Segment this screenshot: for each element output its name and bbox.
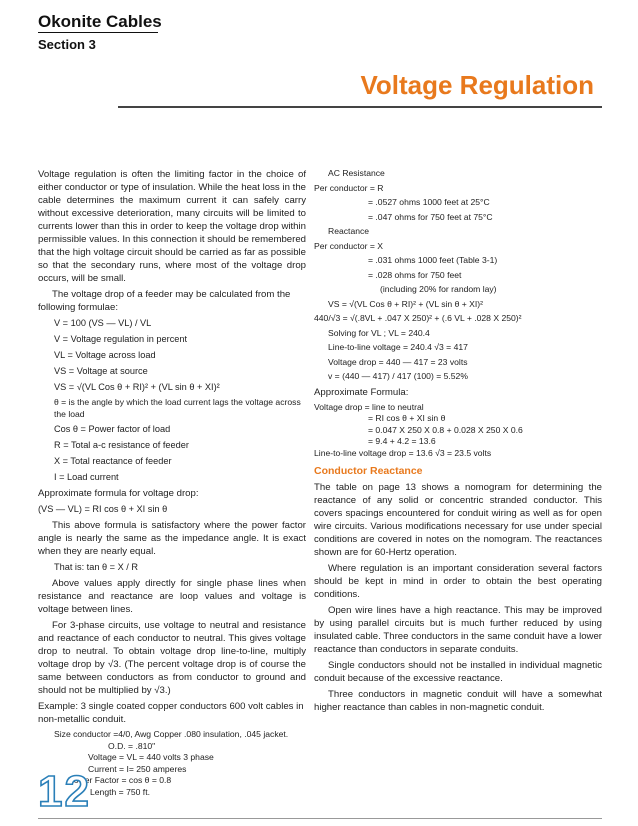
def-i: I = Load current — [54, 472, 119, 482]
resistance-value-1: = .0527 ohms 1000 feet at 25°C — [368, 197, 490, 207]
ac-resistance-label: AC Resistance — [328, 168, 385, 178]
brand-underline — [38, 32, 158, 33]
substituted-formula: 440/√3 = √(.8VL + .047 X 250)² + (.6 VL + .028 X 250)² — [314, 313, 522, 323]
def-v: V = Voltage regulation in percent — [54, 334, 188, 344]
section-label: Section 3 — [38, 37, 96, 52]
approx-formula-heading: Approximate Formula: — [314, 386, 409, 398]
voltage-drop-step: Voltage drop = 440 — 417 = 23 volts — [328, 356, 468, 367]
conductor-reactance-heading: Conductor Reactance — [314, 465, 423, 477]
reactance-paragraph-1: The table on page 13 shows a nomogram for determining the reactance of any solid or concentric stranded conductor. This covers spacings encountered for conduit wiring as well as for open wire circuits. Various modifications necessary for use under special conditions are covered in notes on the nomogram. The reactances shown are for 60-Hertz operation. — [314, 482, 602, 558]
page-number: 12 — [38, 767, 91, 816]
def-cos: Cos θ = Power factor of load — [54, 424, 171, 434]
percent-step: v = (440 — 417) / 417 (100) = 5.52% — [328, 371, 468, 381]
def-x: X = Total reactance of feeder — [54, 456, 172, 466]
def-vl: VL = Voltage across load — [54, 350, 156, 360]
intro-paragraph: Voltage regulation is often the limiting factor in the choice of either conductor or type of insulation. While the heat loss in the cable determines the maximum current it can safely carry without excessive deterioration, many circuits will be limited to currents lower than this in order to keep the voltage drop within permissible values. In this connection it should be remembered that the high voltage circuit should be carried as far as possible so that the secondary runs, where most of the voltage drop occurs, will be small. — [38, 169, 306, 284]
example-line: Current = I= 250 amperes — [88, 763, 187, 774]
right-column — [314, 168, 602, 717]
example-line: Power Factor = cos θ = 0.8 — [68, 775, 172, 785]
example-intro: Example: 3 single coated copper conductors 600 volt cables in non-metallic conduit. — [38, 701, 304, 725]
reactance-paragraph-4: Single conductors should not be installed in individual magnetic conduit because of the excessive reactance. — [314, 660, 602, 684]
approx-line: Voltage drop = line to neutral — [314, 401, 424, 412]
solving-step: Solving for VL ; VL = 240.4 — [328, 327, 430, 338]
reactance-note: (including 20% for random lay) — [380, 284, 497, 294]
vs-formula: VS = √(VL Cos θ + RI)² + (VL sin θ + XI)² — [328, 298, 484, 309]
title-divider — [118, 106, 602, 108]
reactance-value-1: = .031 ohms 1000 feet (Table 3-1) — [368, 255, 498, 265]
tan-formula: That is: tan θ = X / R — [54, 562, 139, 572]
three-phase-paragraph: For 3-phase circuits, use voltage to neutral and resistance and reactance of each conductor to neutral. This gives voltage drop to neutral. To obtain voltage drop line-to-line, multiply voltage drop by √3. (The percent voltage drop is of course the same between conductors as from conductor to ground and should not be multiplied by √3.) — [38, 620, 306, 696]
satisfactory-paragraph: This above formula is satisfactory where the power factor angle is nearly the same as the impedance angle. It is exact when they are nearly equal. — [38, 520, 306, 557]
line-to-line-step: Line-to-line voltage = 240.4 √3 = 417 — [328, 342, 468, 352]
brand-name: Okonite Cables — [38, 12, 162, 31]
reactance-paragraph-5: Three conductors in magnetic conduit will have a somewhat higher reactance than cables in non-magnetic conduit. — [314, 689, 602, 713]
approx-formula: (VS — VL) = RI cos θ + XI sin θ — [38, 504, 168, 514]
formula-vs: VS = √(VL Cos θ + RI)² + (VL sin θ + XI)² — [54, 382, 220, 392]
formula-v: V = 100 (VS — VL) / VL — [54, 318, 152, 328]
example-line: Voltage = VL = 440 volts 3 phase — [88, 752, 214, 762]
per-conductor-x: Per conductor = X — [314, 240, 384, 251]
reactance-paragraph-2: Where regulation is an important consideration several factors should be kept in mind in order to obtain the best operating conditions. — [314, 563, 602, 600]
per-conductor-r: Per conductor = R — [314, 182, 384, 193]
example-line: O.D. = .810" — [108, 740, 156, 751]
approx-line: = 0.047 X 250 X 0.8 + 0.028 X 250 X 0.6 — [368, 424, 523, 435]
reactance-paragraph-3: Open wire lines have a high reactance. This may be improved by using parallel circuits but is much further reduced by using insulated cable. Three conductors in the same conduit have a lower reactance than conductors in separate conduits. — [314, 605, 602, 655]
def-r: R = Total a-c resistance of feeder — [54, 440, 189, 450]
approx-line: = 9.4 + 4.2 = 13.6 — [368, 436, 436, 446]
approx-heading: Approximate formula for voltage drop: — [38, 488, 199, 499]
page-title: Voltage Regulation — [360, 70, 594, 100]
footer-divider — [38, 818, 602, 819]
reactance-label: Reactance — [328, 226, 370, 236]
def-vs: VS = Voltage at source — [54, 366, 148, 376]
calc-intro: The voltage drop of a feeder may be calculated from the following formulae: — [38, 289, 291, 313]
single-phase-paragraph: Above values apply directly for single phase lines when resistance and reactance are loop values and voltage is voltage between lines. — [38, 578, 306, 615]
def-theta: θ = is the angle by which the load current lags the voltage across the load — [54, 397, 301, 419]
approx-block — [314, 402, 602, 460]
resistance-value-2: = .047 ohms for 750 feet at 75°C — [368, 211, 493, 222]
reactance-value-2: = .028 ohms for 750 feet — [368, 269, 462, 280]
example-line: Size conductor =4/0, Awg Copper .080 insulation, .045 jacket. — [54, 729, 289, 739]
example-line: Length = 750 ft. — [90, 786, 150, 797]
approx-line: Line-to-line voltage drop = 13.6 √3 = 23.5 volts — [314, 447, 492, 458]
approx-line: = RI cos θ + XI sin θ — [368, 413, 446, 423]
left-column — [38, 168, 306, 798]
